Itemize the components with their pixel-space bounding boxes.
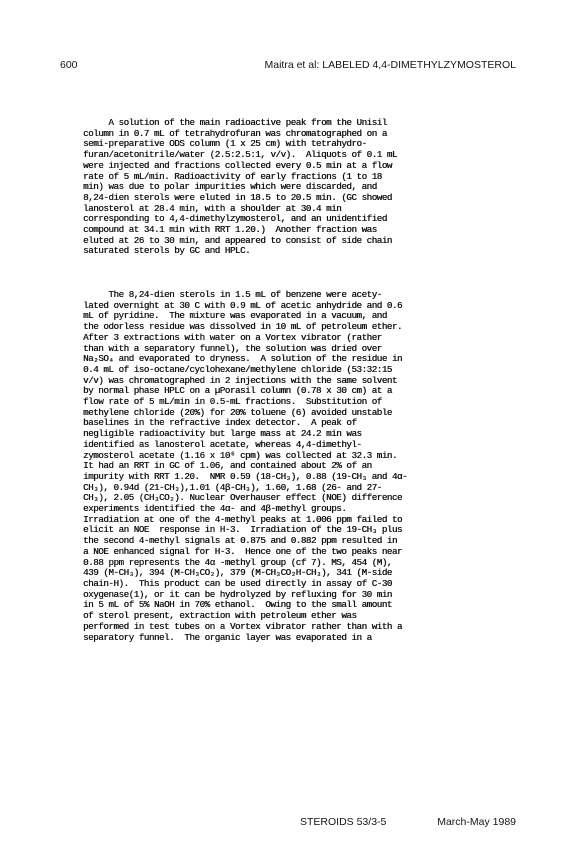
running-title: Maitra et al: LABELED 4,4-DIMETHYLZYMOSTEROL [264, 59, 516, 71]
issue-date: March-May 1989 [437, 816, 516, 828]
journal-citation: STEROIDS 53/3-5 [300, 816, 387, 828]
running-header [60, 58, 516, 72]
page-number: 600 [60, 59, 78, 71]
running-footer [300, 815, 516, 829]
body-paragraph-acetylation: The 8,24-dien sterols in 1.5 mL of benzene were acety- lated overnight at 30 C with 0.9 mL of acetic anhydride and 0.6 mL of pyridine. The mixture was evaporated in a vacuum, and the odorless residue was dissolved in 10 mL of petroleum ether. After 3 extractions with water on a Vortex vibrator (rather than with a separatory funnel), the solution was dried over Na₂SO₄ and evaporated to dryness. A solution of the residue in 0.4 mL of iso-octane/cyclohexane/methylene chloride (53:32:15 v/v) was chromatographed in 2 injections with the same solvent by normal phase HPLC on a µPorasil column (0.78 x 30 cm) at a flow rate of 5 mL/min in 0.5-mL fractions. Substitution of methylene chloride (20%) for 20% toluene (6) avoided unstable baselines in the refractive index detector. A peak of negligible radioactivity but large mass at 24.2 min was identified as lanosterol acetate, whereas 4,4-dimethyl- zymosterol acetate (1.16 x 10⁶ cpm) was collected at 32.3 min. It had an RRT in GC of 1.06, and contained about 2% of an impurity with RRT 1.20. NMR 0.59 (18-CH₃), 0.88 (19-CH₃ and 4α- CH₃), 0.94d (21-CH₃),1.01 (4β-CH₃), 1.60, 1.68 (26- and 27- CH₃), 2.05 (CH₃CO₂). Nuclear Overhauser effect (NOE) difference experiments identified the 4α- and 4β-methyl groups. Irradiation at one of the 4-methyl peaks at 1.006 ppm failed to elicit an NOE response in H-3. Irradiation of the 19-CH₃ plus the second 4-methyl signals at 0.875 and 0.882 ppm resulted in a NOE enhanced signal for H-3. Hence one of the two peaks near 0.88 ppm represents the 4α -methyl group (cf 7). MS, 454 (M), 439 (M-CH₃), 394 (M-CH₃CO₂), 379 (M-CH₃CO₂H-CH₃), 341 (M-side chain-H). This product can be used directly in assay of C-30 oxygenase(1), or it can be hydrolyzed by refluxing for 30 min in 5 mL of 5% NaOH in 70% ethanol. Owing to the small amount of sterol present, extraction with petroleum ether was performed in test tubes on a Vortex vibrator rather than with a separatory funnel. The organic layer was evaporated in a [83, 289, 408, 643]
body-paragraph-hplc-purification: A solution of the main radioactive peak from the Unisil column in 0.7 mL of tetrahydrofuran was chromatographed on a semi-preparative ODS column (1 x 25 cm) with tetrahydro- furan/acetonitrile/water (2.5:2.5:1, v/v). Aliquots of 0.1 mL were injected and fractions collected every 0.5 min at a flow rate of 5 mL/min. Radioactivity of early fractions (1 to 18 min) was due to polar impurities which were discarded, and 8,24-dien sterols were eluted in 18.5 to 20.5 min. (GC showed lanosterol at 28.4 min, with a shoulder at 30.4 min corresponding to 4,4-dimethylzymosterol, and an unidentified compound at 34.1 min with RRT 1.20.) Another fraction was eluted at 26 to 30 min, and appeared to consist of side chain saturated sterols by GC and HPLC. [83, 117, 397, 257]
